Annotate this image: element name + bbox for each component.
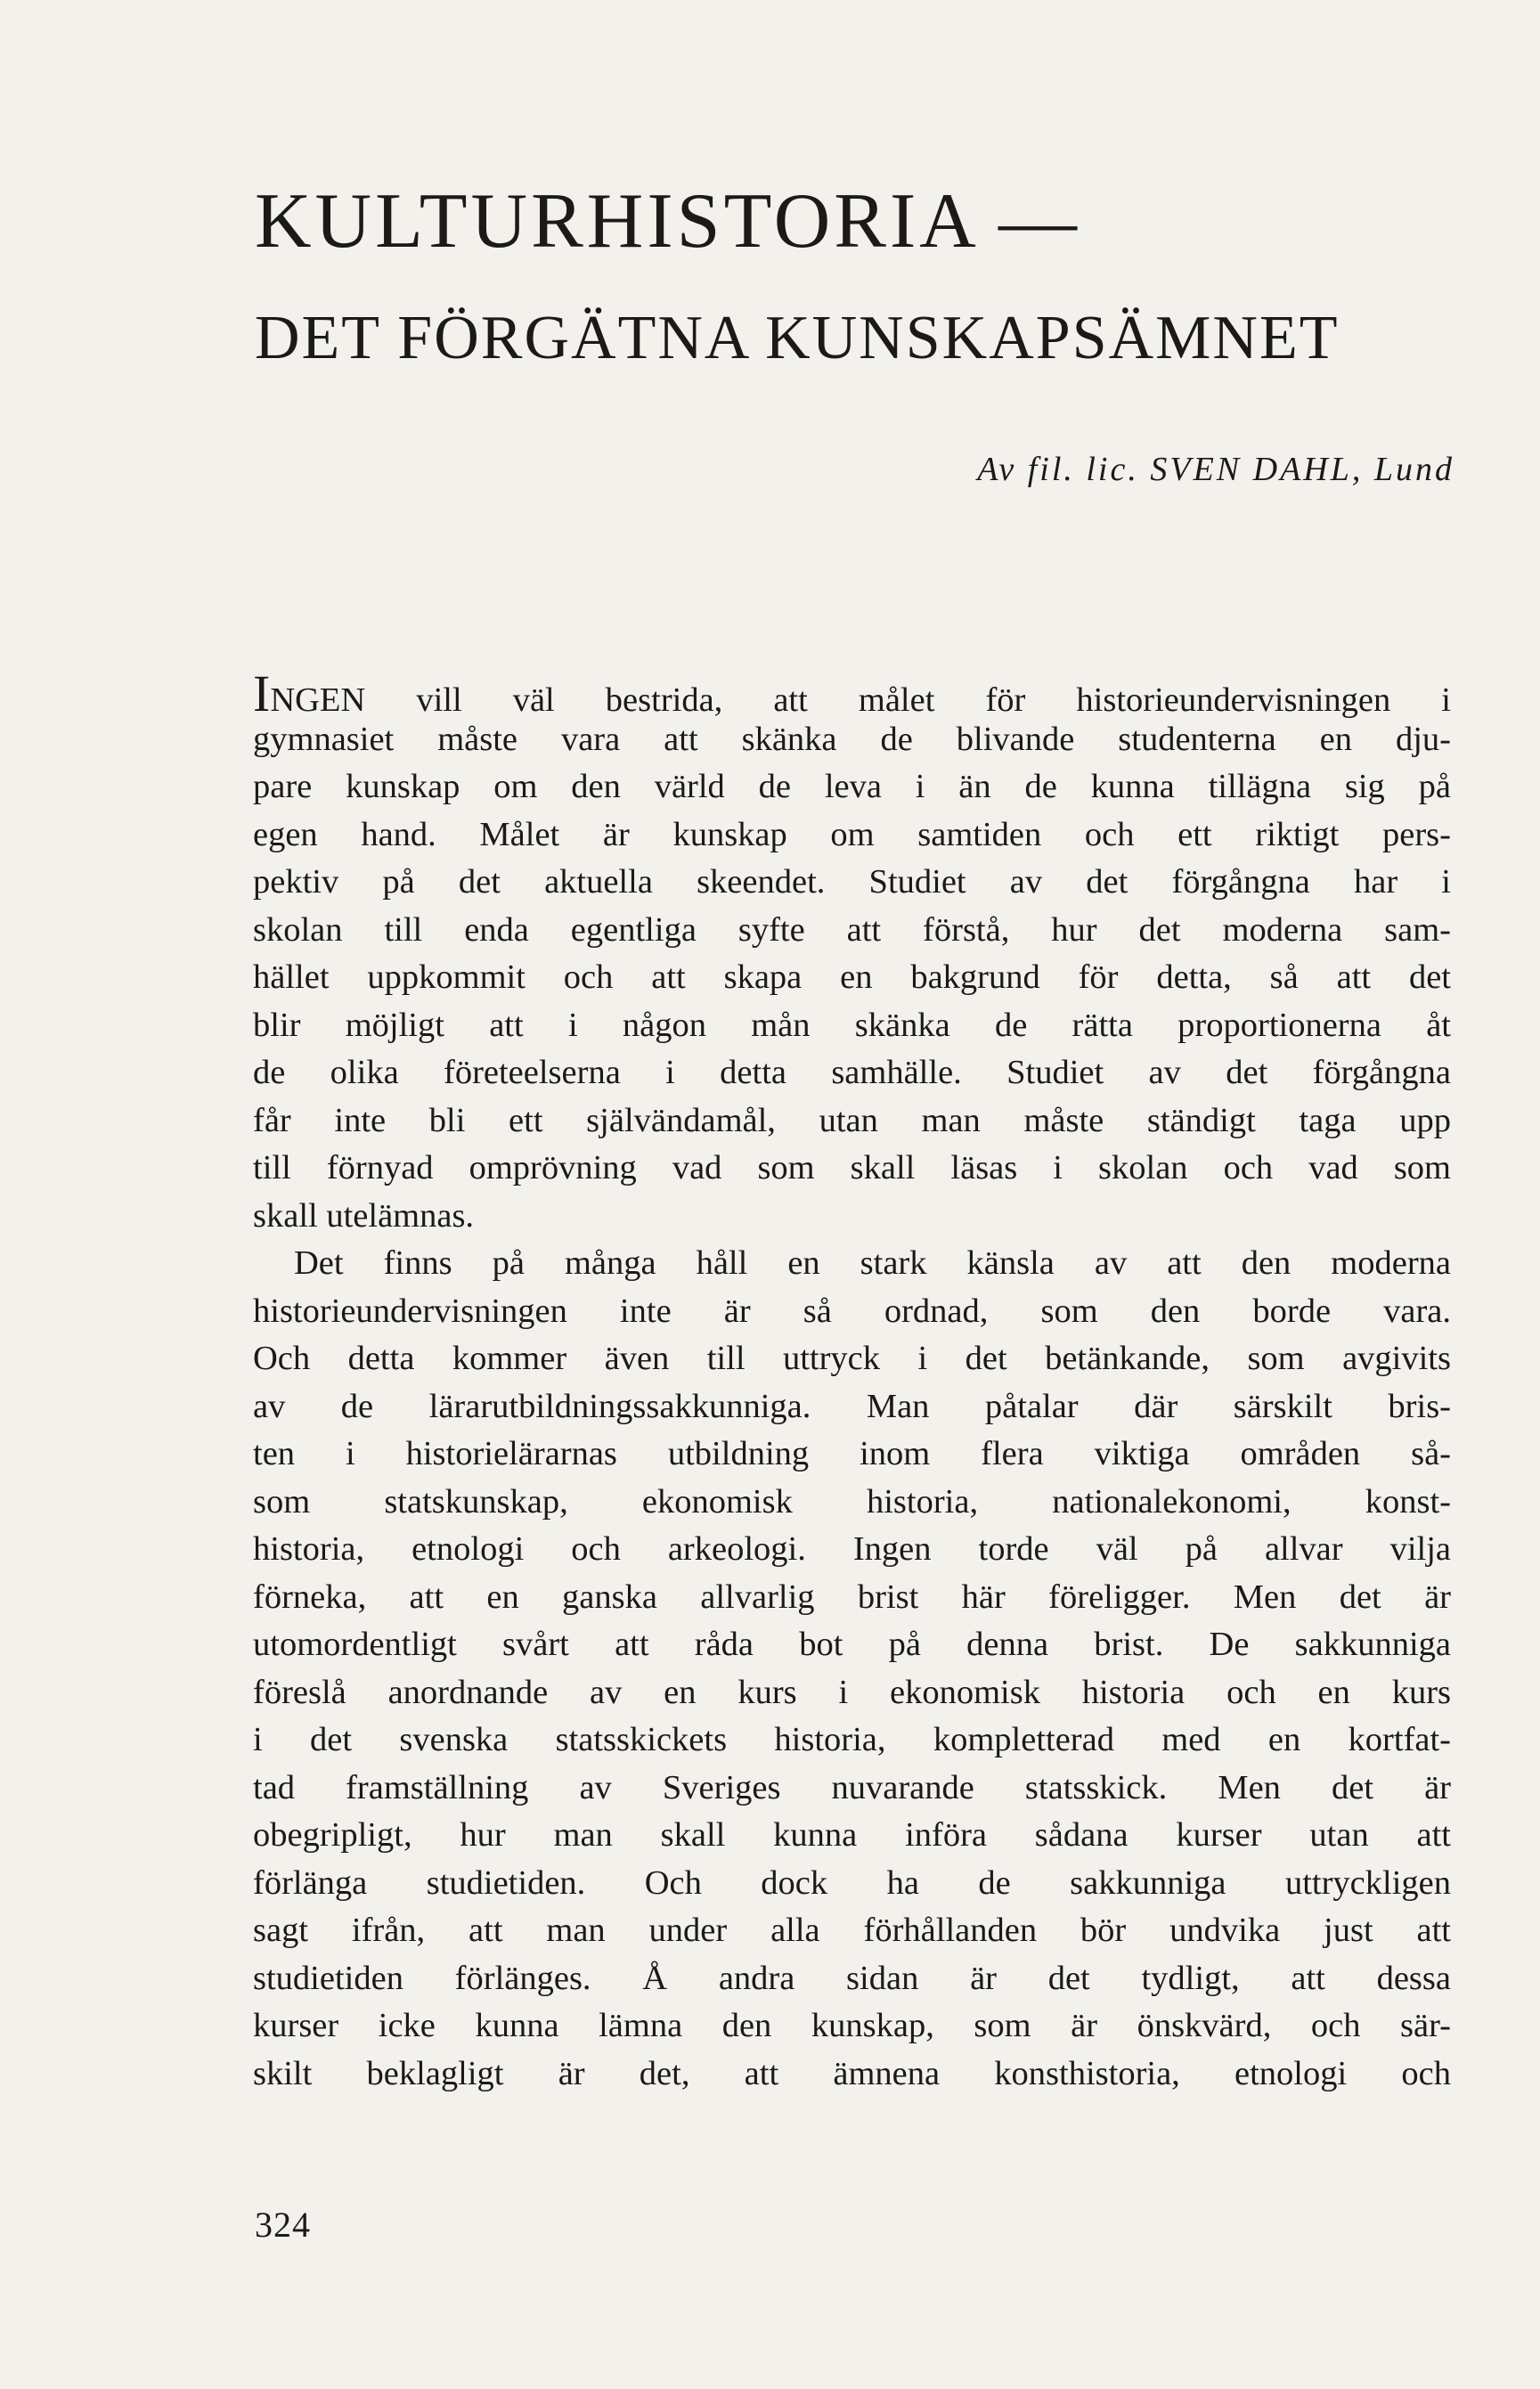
author-byline: Av fil. lic. SVEN DAHL, Lund [977, 451, 1454, 488]
text-line: sagt ifrån, att man under alla förhållanden bör undvika just att [253, 1912, 1451, 1949]
text-line: tad framställning av Sveriges nuvarande statsskick. Men det är [253, 1768, 1451, 1806]
text-line: föreslå anordnande av en kurs i ekonomisk historia och en kurs [253, 1673, 1451, 1711]
text-line: de olika företeelserna i detta samhälle. Studiet av det förgångna [253, 1054, 1451, 1091]
first-word-small-caps: NGEN [270, 681, 366, 719]
text-line: får inte bli ett självändamål, utan man måste ständigt taga upp [253, 1101, 1451, 1139]
text-line: utomordentligt svårt att råda bot på denna brist. De sakkunniga [253, 1626, 1451, 1663]
text-line: skilt beklagligt är det, att ämnena konsthistoria, etnologi och [253, 2054, 1451, 2092]
text-line: blir möjligt att i någon mån skänka de rätta proportionerna åt [253, 1006, 1451, 1044]
text-line: hället uppkommit och att skapa en bakgrund för detta, så att det [253, 958, 1451, 996]
text-line: förlänga studietiden. Och dock ha de sakkunniga uttryckligen [253, 1863, 1451, 1902]
text-line: i det svenska statsskickets historia, kompletterad med en kortfat- [253, 1721, 1451, 1758]
text-line: skall utelämnas. [253, 1196, 475, 1235]
text-line: obegripligt, hur man skall kunna införa sådana kurser utan att [253, 1816, 1451, 1854]
text-line: gymnasiet måste vara att skänka de blivande studenterna en dju- [253, 720, 1451, 758]
drop-cap-letter: I [253, 665, 271, 722]
text-line: historia, etnologi och arkeologi. Ingen torde väl på allvar vilja [253, 1530, 1451, 1568]
text-line: egen hand. Målet är kunskap om samtiden och ett riktigt pers- [253, 815, 1451, 853]
text-line: studietiden förlänges. Å andra sidan är det tydligt, att dessa [253, 1959, 1451, 1997]
page-number: 324 [255, 2205, 311, 2245]
article-body [253, 665, 1451, 2098]
first-line-text: vill väl bestrida, att målet för historieundervisningen i [365, 681, 1451, 719]
text-line: pektiv på det aktuella skeendet. Studiet av det förgångna har i [253, 863, 1451, 901]
text-line: av de lärarutbildningssakkunniga. Man påtalar där särskilt bris- [253, 1387, 1451, 1425]
text-line: ten i historielärarnas utbildning inom flera viktiga områden så- [253, 1435, 1451, 1472]
text-line: Och detta kommer även till uttryck i det betänkande, som avgivits [253, 1340, 1451, 1377]
text-line: som statskunskap, ekonomisk historia, nationalekonomi, konst- [253, 1482, 1451, 1521]
text-line: förneka, att en ganska allvarlig brist här föreligger. Men det är [253, 1578, 1451, 1616]
text-line: pare kunskap om den värld de leva i än de kunna tillägna sig på [253, 768, 1451, 805]
text-line: kurser icke kunna lämna den kunskap, som är önskvärd, och sär- [253, 2007, 1451, 2044]
article-title: KULTURHISTORIA — [255, 178, 1080, 265]
article-subtitle: DET FÖRGÄTNA KUNSKAPSÄMNET [255, 304, 1340, 372]
paragraph-1-line-1 [253, 665, 1451, 722]
text-line: historieundervisningen inte är så ordnad, som den borde vara. [253, 1292, 1451, 1330]
text-line: till förnyad omprövning vad som skall läsas i skolan och vad som [253, 1149, 1451, 1186]
text-line: skolan till enda egentliga syfte att förstå, hur det moderna sam- [253, 910, 1451, 949]
paragraph-2-line-1: Det finns på många håll en stark känsla av att den moderna [294, 1244, 1451, 1282]
